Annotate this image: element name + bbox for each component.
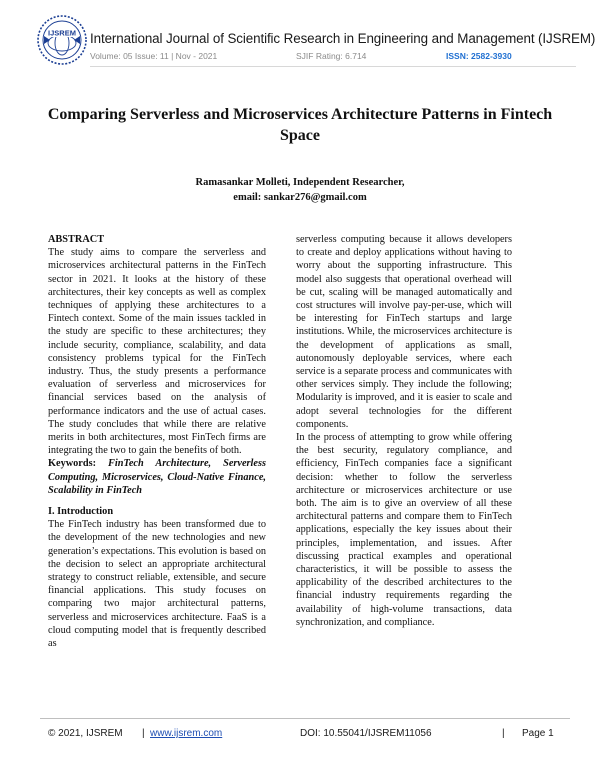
journal-logo — [36, 14, 88, 66]
journal-meta — [90, 51, 590, 65]
author-email: email: sankar276@gmail.com — [233, 192, 367, 203]
keywords-label: Keywords: — [48, 458, 97, 470]
svg-text:IJSREM: IJSREM — [48, 28, 76, 38]
impact-rating: SJIF Rating: 6.714 — [296, 51, 367, 61]
seal-icon — [36, 14, 88, 66]
website-link[interactable]: www.ijsrem.com — [150, 728, 223, 739]
introduction-paragraph-1: The FinTech industry has been transformed due to the development of the new technologies and new generation’s expectations. This evolution is based on the decision to select an appropriate architectural strategy to construct reliable, extensible, and secure financial applications. This study focuses on comparing two major architectural patterns, serverless and microservices architecture. FaaS is a cloud computing model that is frequently described as — [48, 519, 266, 650]
introduction-paragraph-2: In the process of attempting to grow while offering the best security, regulatory compliance, and efficiency, FinTech companies face a significant decision: whether to follow the serverless architecture or microservices architecture or use both. The aim is to give an overview of all these architectural patterns and compare them to FinTech applications, especially the key issues about their principles, implementation, and issues. After discussing practical examples and operational characteristics, it will be possible to assess the applicability of the described architectures to the financial industry requirements regarding the availability of high-volume transactions, data synchronization, and compliance. — [296, 432, 512, 628]
copyright: © 2021, IJSREM — [48, 728, 123, 739]
journal-title: International Journal of Scientific Research in Engineering and Management (IJSREM) — [90, 31, 596, 46]
abstract-heading: ABSTRACT — [48, 234, 105, 245]
volume-info: Volume: 05 Issue: 11 | Nov - 2021 — [90, 51, 218, 61]
left-column — [48, 233, 266, 650]
introduction-heading: I. Introduction — [48, 506, 114, 518]
page-footer — [0, 728, 600, 744]
author-name: Ramasankar Molleti, Independent Researcher, — [195, 177, 405, 188]
issn: ISSN: 2582-3930 — [446, 51, 512, 61]
footer-separator: | — [142, 728, 145, 739]
paper-title: Comparing Serverless and Microservices Architecture Patterns in Fintech Space — [47, 106, 553, 144]
keywords-list: FinTech Architecture, Serverless Computing, Microservices, Cloud-Native Finance, Scalability in FinTech — [48, 458, 266, 496]
introduction-paragraph-1-cont: serverless computing because it allows developers to create and deploy applications without having to worry about the supporting infrastructure. This model also suggests that operational overhead will be cut, scaling will be managed automatically and cost structures will involve pay-per-use, which will be interesting for FinTech startups and large institutions. While, the microservices architecture is the development of applications as small, autonomously deployable services, where each service is a separate process and communicates with other services simply. They include the following; Modularity is improved, and it is easier to scale and adopt several technologies for the different components. — [296, 234, 512, 430]
header-divider — [90, 66, 576, 67]
footer-separator: | — [502, 728, 505, 739]
keywords — [48, 457, 266, 497]
author-block — [80, 175, 520, 205]
doi: DOI: 10.55041/IJSREM11056 — [300, 728, 432, 739]
abstract-text: The study aims to compare the serverless and microservices architectural patterns in the FinTech sector in 2021. It looks at the history of these architectures, their key concepts as well as complex techniques of applying these architectures to a Fintech context. Some of the main issues tackled in the study are specific to these architectures; they include security, compliance, scalability, and data consistency problems typical for the FinTech industry. Thus, the study presents a performance evaluation of serverless and microservices for financial services based on the analysis of performance indicators and the use of actual cases. The study concludes that while there are relative merits in both architectures, most FinTech firms are integrating the two to gain the benefits of both. — [48, 247, 266, 457]
journal-header — [36, 14, 596, 66]
page-number: Page 1 — [522, 728, 554, 739]
footer-divider — [40, 718, 570, 719]
right-column — [296, 233, 512, 629]
